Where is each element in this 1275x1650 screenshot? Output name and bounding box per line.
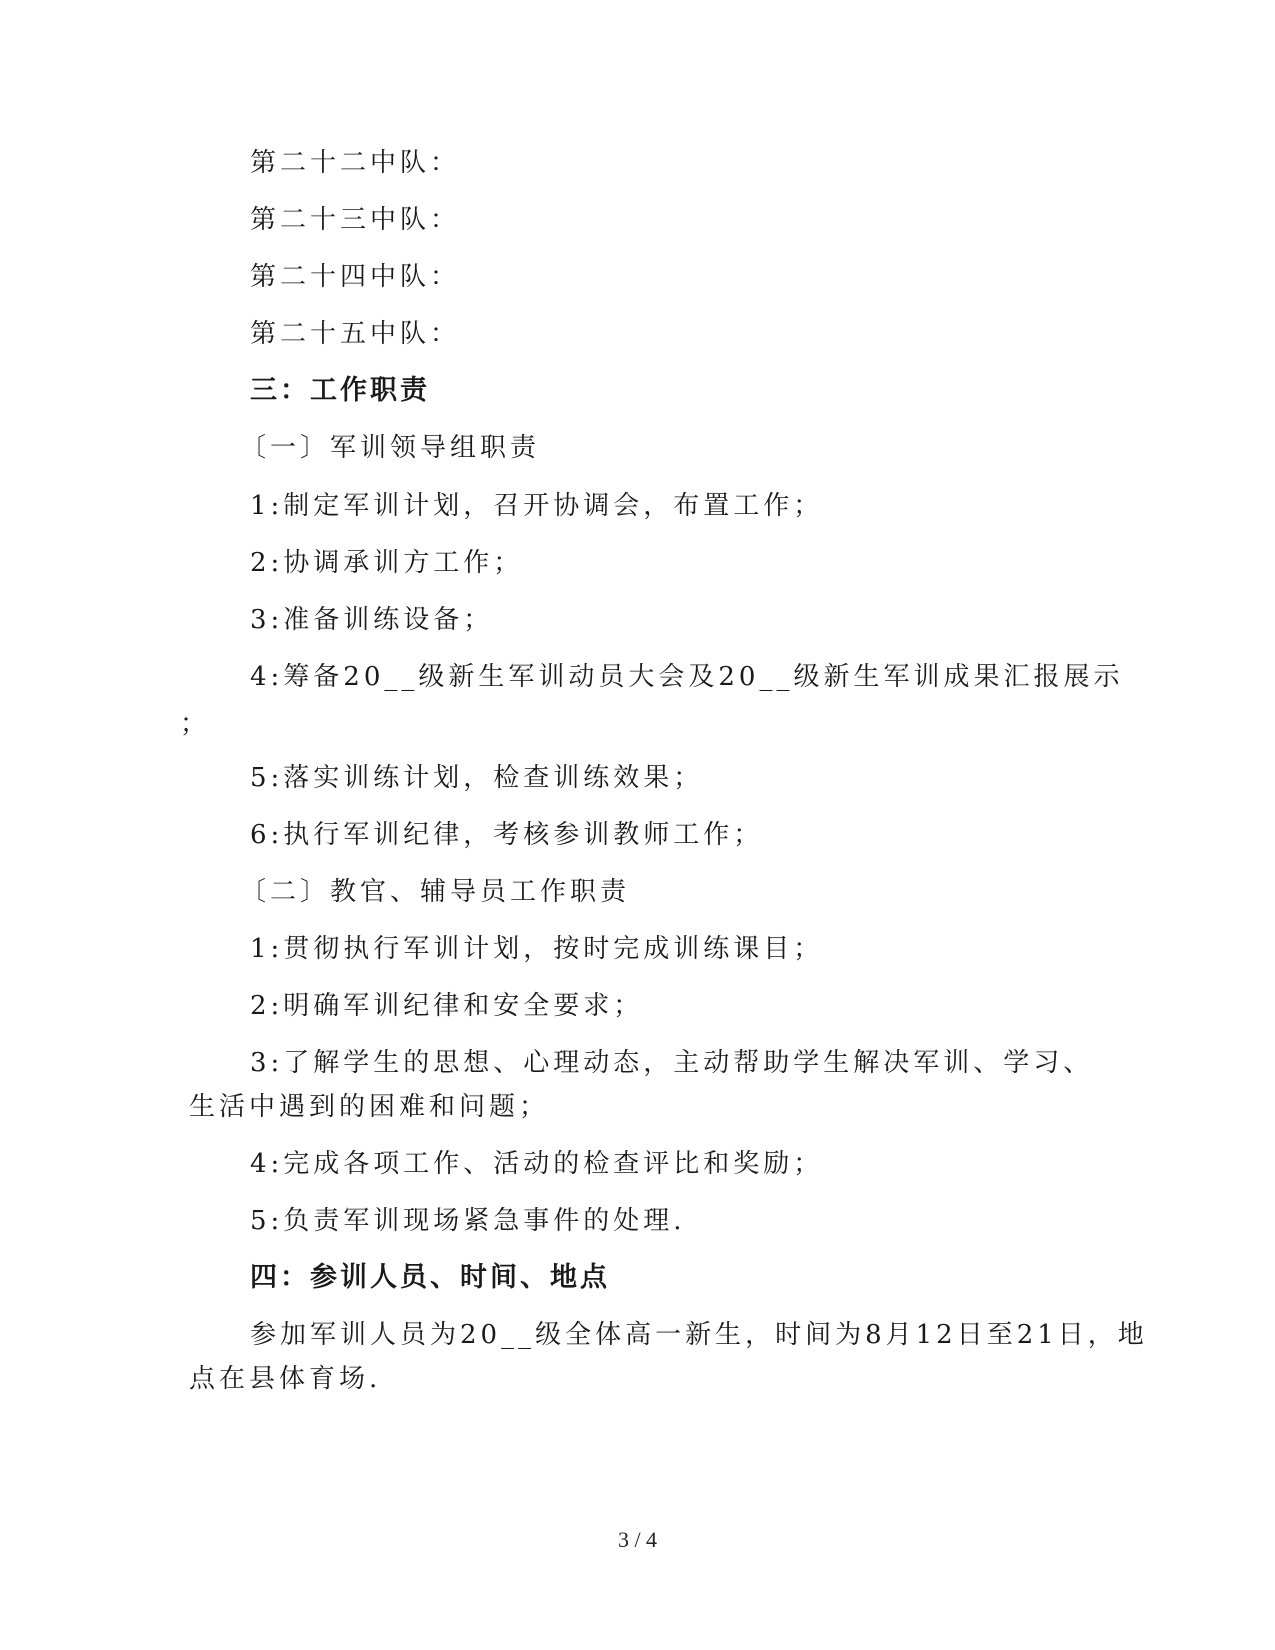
sub2-item-3: 3:了解学生的思想、心理动态，主动帮助学生解决军训、学习、 (250, 1048, 1094, 1078)
section-4-paragraph-line-2: 点在县体育场. (189, 1364, 382, 1394)
sub2-item-2: 2:明确军训纪律和安全要求； (250, 991, 644, 1021)
section-4-heading: 四：参训人员、时间、地点 (250, 1262, 610, 1293)
sub1-item-4-continuation: ； (180, 709, 211, 739)
sub2-item-4: 4:完成各项工作、活动的检查评比和奖励； (250, 1149, 824, 1179)
sub1-item-1: 1:制定军训计划，召开协调会，布置工作； (250, 491, 824, 521)
sub1-item-3: 3:准备训练设备； (250, 605, 494, 635)
sub1-item-2: 2:协调承训方工作； (250, 548, 524, 578)
subsection-2-heading: 〔二〕教官、辅导员工作职责 (240, 877, 631, 907)
sub1-item-6: 6:执行军训纪律，考核参训教师工作； (250, 820, 764, 850)
sub2-item-3-continuation: 生活中遇到的困难和问题； (189, 1092, 550, 1122)
squadron-24: 第二十四中队： (250, 262, 461, 292)
sub1-item-4: 4:筹备20__级新生军训动员大会及20__级新生军训成果汇报展示 (250, 662, 1124, 692)
sub1-item-5: 5:落实训练计划，检查训练效果； (250, 763, 704, 793)
subsection-1-heading: 〔一〕军训领导组职责 (240, 433, 541, 463)
squadron-23: 第二十三中队： (250, 205, 461, 235)
sub2-item-5: 5:负责军训现场紧急事件的处理. (250, 1206, 686, 1236)
section-3-heading: 三：工作职责 (250, 375, 430, 406)
section-4-paragraph-line-1: 参加军训人员为20__级全体高一新生，时间为8月12日至21日，地 (250, 1320, 1148, 1350)
sub2-item-1: 1:贯彻执行军训计划，按时完成训练课目； (250, 934, 824, 964)
squadron-22: 第二十二中队： (250, 148, 461, 178)
page-number: 3 / 4 (617, 1527, 658, 1552)
squadron-25: 第二十五中队： (250, 319, 461, 349)
